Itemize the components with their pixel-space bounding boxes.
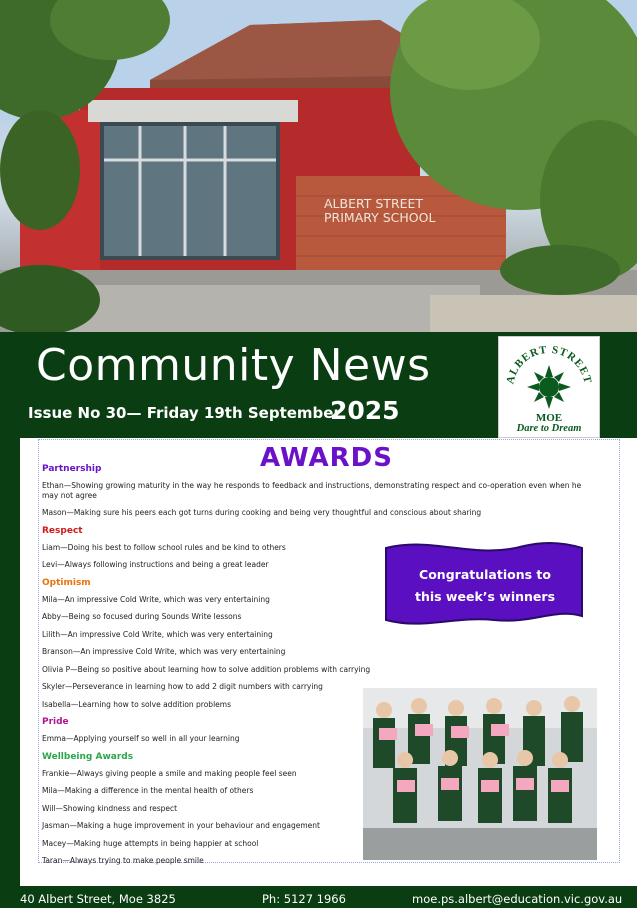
congrats-message xyxy=(400,564,570,608)
award-category-heading: Respect xyxy=(42,525,83,536)
award-category-heading: Wellbeing Awards xyxy=(42,751,134,762)
sun-icon xyxy=(527,365,571,409)
award-category-heading: Pride xyxy=(42,717,69,727)
footer-phone: Ph: 5127 1966 xyxy=(262,892,346,906)
award-item: Isabella—Learning how to solve addition problems xyxy=(42,699,231,709)
footer-email[interactable]: moe.ps.albert@education.vic.gov.au xyxy=(412,892,623,906)
awards-heading: AWARDS xyxy=(260,443,393,473)
award-item: Levi—Always following instructions and being a great leader xyxy=(42,560,269,569)
winners-group-photo xyxy=(363,688,597,860)
logo-arc-text: ALBERT STREET xyxy=(504,343,594,386)
award-item: Liam—Doing his best to follow school rules and be kind to others xyxy=(42,542,286,552)
newsletter-title: Community News xyxy=(36,340,431,391)
footer-address: 40 Albert Street, Moe 3825 xyxy=(20,892,176,906)
logo-bottom-text: MOE xyxy=(535,412,563,424)
award-item: Abby—Being so focused during Sounds Write lessons xyxy=(42,612,242,621)
award-item: Will—Showing kindness and respect xyxy=(42,803,178,813)
award-item: Olivia P—Being so positive about learning how to solve addition problems with carrying xyxy=(42,664,371,674)
award-item: Ethan—Showing growing maturity in the way he responds to feedback and instructions, demonstrating respect and co-operation even when he may not agree xyxy=(42,481,582,500)
award-item: Skyler—Perseverance in learning how to add 2 digit numbers with carrying xyxy=(42,682,323,691)
footer-bar xyxy=(0,886,637,908)
issue-info: Issue No 30— Friday 19th September xyxy=(28,404,341,422)
logo-motto: Dare to Dream xyxy=(516,423,582,434)
sign-line-2: PRIMARY SCHOOL xyxy=(324,210,436,225)
school-logo xyxy=(498,336,600,438)
award-item: Macey—Making huge attempts in being happier at school xyxy=(42,838,259,848)
award-item: Branson—An impressive Cold Write, which was very entertaining xyxy=(42,647,286,656)
award-item: Mila—Making a difference in the mental health of others xyxy=(42,786,254,795)
sign-line-1: ALBERT STREET xyxy=(324,196,424,211)
congrats-line-1: Congratulations to xyxy=(419,567,551,582)
award-item: Lilith—An impressive Cold Write, which was very entertaining xyxy=(42,629,273,639)
award-item: Emma—Applying yourself so well in all your learning xyxy=(42,734,240,743)
congrats-line-2: this week’s winners xyxy=(414,589,556,604)
school-entrance-photo xyxy=(0,0,637,332)
issue-year: 2025 xyxy=(330,396,400,425)
awards-panel xyxy=(20,438,637,886)
award-category-heading: Partnership xyxy=(42,464,102,474)
award-item: Mila—An impressive Cold Write, which was very entertaining xyxy=(42,594,270,604)
award-item: Taran—Always trying to make people smile xyxy=(42,856,204,865)
award-item: Mason—Making sure his peers each got turns during cooking and being very thoughtful and conscious about sharing xyxy=(42,508,482,517)
award-item: Jasman—Making a huge improvement in your behaviour and engagement xyxy=(42,821,320,830)
masthead-banner xyxy=(0,332,637,438)
award-category-heading: Optimism xyxy=(42,577,91,588)
award-item: Frankie—Always giving people a smile and making people feel seen xyxy=(42,768,297,778)
